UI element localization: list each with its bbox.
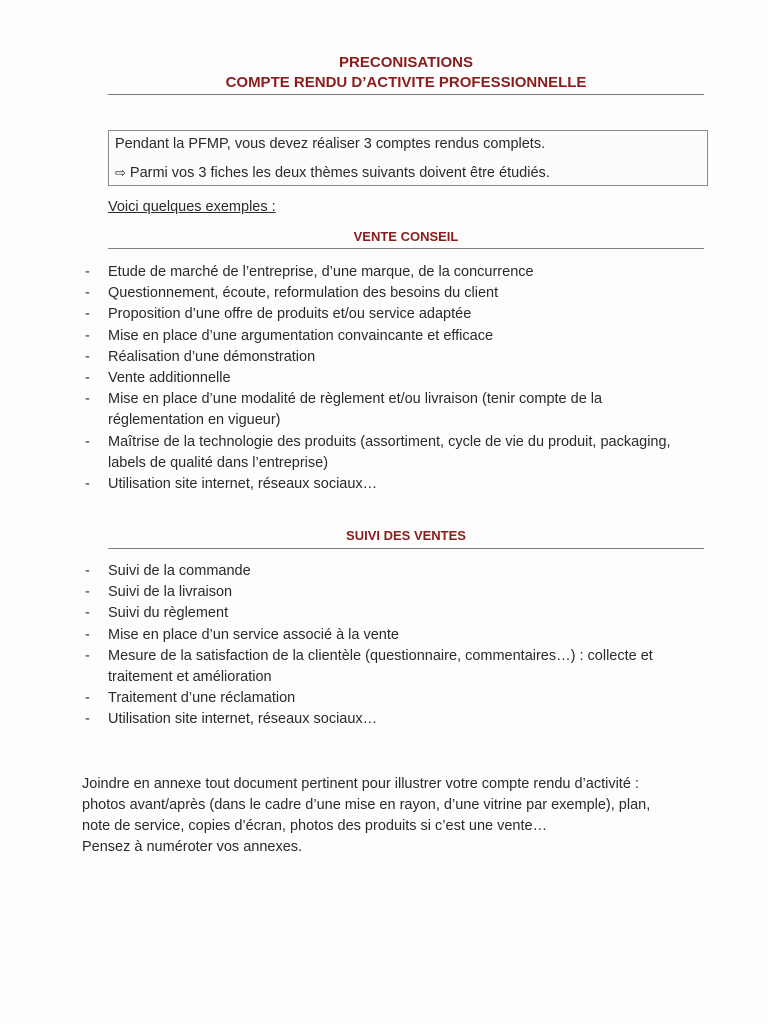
list-item-text: Suivi du règlement bbox=[108, 605, 229, 622]
list-item-text: Mise en place d’un service associé à la vente bbox=[108, 626, 399, 643]
vente-conseil-list bbox=[85, 262, 685, 495]
list-item bbox=[85, 304, 685, 325]
title-divider bbox=[108, 94, 704, 95]
list-item bbox=[85, 432, 685, 474]
list-item bbox=[85, 368, 685, 389]
list-item-text: Etude de marché de l’entreprise, d’une marque, de la concurrence bbox=[108, 264, 534, 280]
intro-box bbox=[108, 130, 708, 186]
document-title-line2: COMPTE RENDU D’ACTIVITE PROFESSIONNELLE bbox=[225, 74, 587, 91]
list-item bbox=[85, 625, 685, 646]
section-divider bbox=[108, 548, 704, 549]
list-item bbox=[85, 389, 685, 431]
suivi-des-ventes-list bbox=[85, 561, 685, 731]
bullet-dash: - bbox=[85, 584, 90, 601]
intro-line-2-text: Parmi vos 3 fiches les deux thèmes suivants doivent être étudiés. bbox=[129, 165, 550, 181]
bullet-dash: - bbox=[85, 264, 90, 280]
bullet-dash: - bbox=[85, 605, 90, 622]
list-item-text: Proposition d’une offre de produits et/ou service adaptée bbox=[108, 306, 472, 323]
list-item bbox=[85, 283, 685, 304]
intro-line-1: Pendant la PFMP, vous devez réaliser 3 comptes rendus complets. bbox=[115, 136, 546, 152]
list-item-text: Maîtrise de la technologie des produits (assortiment, cycle de vie du produit, packaging, labels de qualité dans l’entreprise) bbox=[108, 433, 671, 471]
list-item-text: Utilisation site internet, réseaux sociaux… bbox=[108, 711, 378, 728]
section-divider bbox=[108, 248, 704, 249]
list-item bbox=[85, 709, 685, 730]
bullet-dash: - bbox=[85, 647, 90, 664]
list-item bbox=[85, 262, 685, 283]
list-item bbox=[85, 582, 685, 603]
bullet-dash: - bbox=[85, 285, 90, 302]
bullet-dash: - bbox=[85, 563, 90, 579]
list-item bbox=[85, 603, 685, 624]
bullet-dash: - bbox=[85, 327, 90, 344]
list-item-text: Mesure de la satisfaction de la clientèle (questionnaire, commentaires…) : collecte et traitement et amélioration bbox=[108, 647, 653, 686]
list-item bbox=[85, 474, 685, 495]
list-item-text: Mise en place d’une argumentation convaincante et efficace bbox=[108, 327, 494, 344]
closing-paragraph: Joindre en annexe tout document pertinent pour illustrer votre compte rendu d’activité : photos avant/après (dans le cadre d’une mise en rayon, d’une vitrine par exemple), plan, note de service, copies d’écran, photos des produits si c’est une vente… bbox=[82, 776, 651, 834]
bullet-dash: - bbox=[85, 370, 90, 387]
list-item bbox=[85, 347, 685, 368]
list-item-text: Suivi de la commande bbox=[108, 563, 251, 579]
section-heading-vente-conseil: VENTE CONSEIL bbox=[353, 229, 459, 244]
arrow-right-icon: ⇨ bbox=[115, 165, 126, 180]
examples-label: Voici quelques exemples : bbox=[108, 199, 276, 215]
bullet-dash: - bbox=[85, 306, 90, 323]
document-title-line1: PRECONISATIONS bbox=[339, 54, 473, 71]
closing-reminder: Pensez à numéroter vos annexes. bbox=[82, 839, 303, 855]
list-item-text: Mise en place d’une modalité de règlement et/ou livraison (tenir compte de la réglementation en vigueur) bbox=[108, 391, 603, 429]
bullet-dash: - bbox=[85, 626, 90, 643]
list-item-text: Traitement d’une réclamation bbox=[108, 690, 296, 707]
list-item bbox=[85, 688, 685, 709]
list-item-text: Questionnement, écoute, reformulation des besoins du client bbox=[108, 285, 499, 302]
list-item-text: Suivi de la livraison bbox=[108, 584, 233, 601]
bullet-dash: - bbox=[85, 348, 90, 365]
list-item bbox=[85, 646, 685, 688]
section-heading-suivi-des-ventes: SUIVI DES VENTES bbox=[346, 528, 466, 543]
list-item-text: Réalisation d’une démonstration bbox=[108, 348, 316, 365]
list-item bbox=[85, 326, 685, 347]
list-item-text: Utilisation site internet, réseaux sociaux… bbox=[108, 476, 378, 493]
intro-line-2 bbox=[115, 164, 550, 182]
bullet-dash: - bbox=[85, 476, 90, 493]
bullet-dash: - bbox=[85, 711, 90, 728]
bullet-dash: - bbox=[85, 391, 90, 408]
bullet-dash: - bbox=[85, 433, 90, 450]
closing-note bbox=[82, 774, 682, 858]
bullet-dash: - bbox=[85, 690, 90, 707]
list-item-text: Vente additionnelle bbox=[108, 370, 231, 387]
list-item bbox=[85, 561, 685, 582]
